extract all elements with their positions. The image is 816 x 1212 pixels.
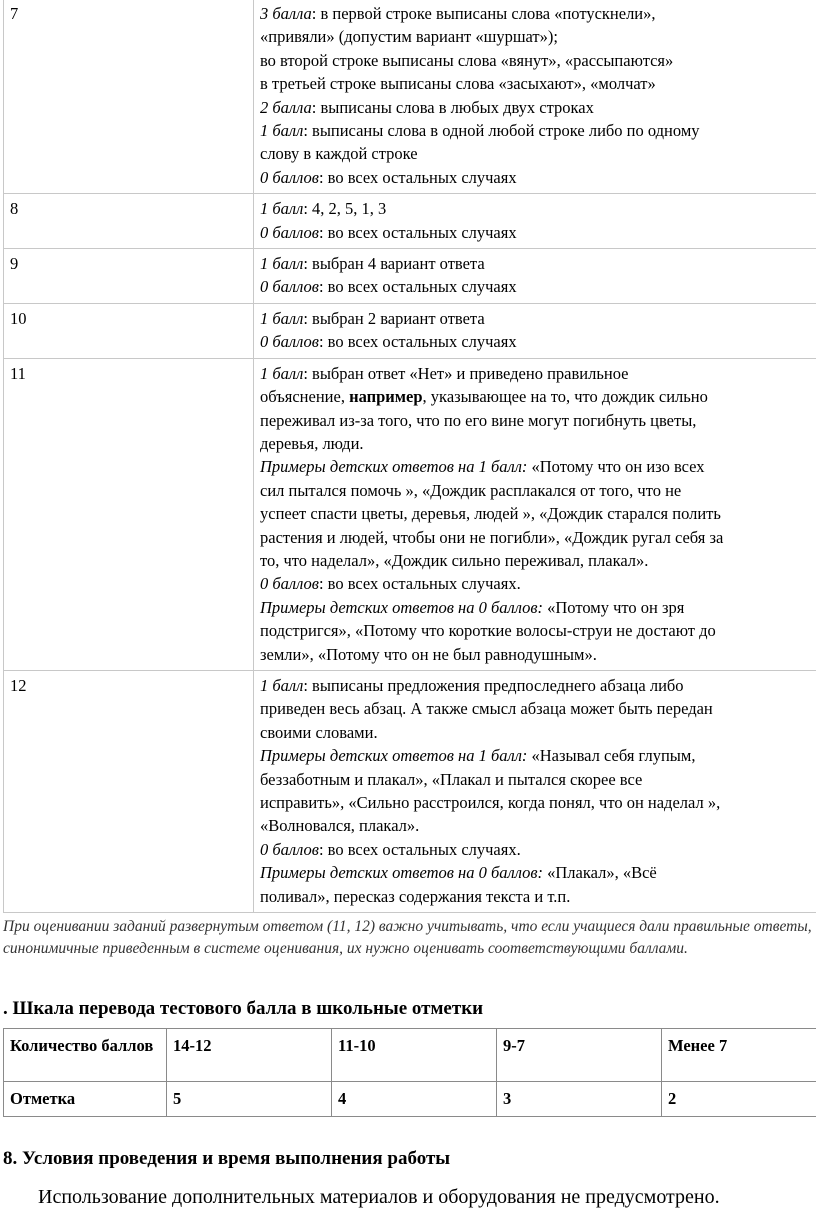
criteria-text: «Потому что он зря <box>543 597 685 617</box>
criteria-text: подстригся», «Потому что короткие волосы-струи не достают до <box>260 621 716 641</box>
criteria-line <box>260 221 816 244</box>
criteria-row <box>4 670 816 912</box>
criteria-row <box>4 358 816 670</box>
score-label: 1 балл <box>260 308 304 328</box>
scale-cell: 11-10 <box>332 1029 497 1082</box>
criteria-line <box>260 2 816 25</box>
task-number: 7 <box>4 0 254 194</box>
task-number: 11 <box>4 358 254 670</box>
criteria-line <box>260 142 816 165</box>
criteria-line <box>260 502 816 525</box>
task-criteria <box>254 303 816 358</box>
task-criteria <box>254 670 816 912</box>
criteria-line <box>260 791 816 814</box>
task-criteria <box>254 194 816 249</box>
criteria-text: : выбран ответ «Нет» и приведено правильное <box>303 363 629 383</box>
criteria-text: исправить», «Сильно расстроился, когда понял, что он наделал », <box>260 793 721 812</box>
criteria-text: «привяли» (допустим вариант «шуршат»); <box>260 27 558 47</box>
score-label: 1 балл <box>260 254 304 274</box>
score-label: 0 баллов <box>260 574 319 594</box>
criteria-text: то, что наделал», «Дождик сильно переживал, плакал». <box>260 550 649 570</box>
criteria-line <box>260 885 816 908</box>
criteria-text: : во всех остальных случаях. <box>318 574 521 594</box>
scale-heading: . Шкала перевода тестового балла в школьные отметки <box>3 998 484 1019</box>
criteria-text: переживал из-за того, что по его вине могут погибнуть цветы, <box>260 410 697 430</box>
task-number: 9 <box>4 249 254 304</box>
criteria-text: слову в каждой строке <box>260 144 418 164</box>
criteria-text: : во всех остальных случаях <box>318 222 517 242</box>
score-label: 1 балл <box>260 675 304 695</box>
criteria-line <box>260 25 816 48</box>
criteria-line <box>260 252 816 275</box>
criteria-text: : выписаны предложения предпоследнего абзаца либо <box>303 675 684 695</box>
scale-row-points <box>4 1029 816 1082</box>
criteria-line <box>260 643 816 666</box>
scale-cell: 14-12 <box>167 1029 332 1082</box>
criteria-text: : выписаны слова в любых двух строках <box>311 97 594 117</box>
score-label: Примеры детских ответов на 0 баллов: <box>260 863 543 883</box>
criteria-table-body <box>4 0 816 913</box>
task-criteria <box>254 249 816 304</box>
criteria-text: «Плакал», «Всё <box>543 863 657 883</box>
criteria-text: растения и людей, чтобы они не погибли», «Дождик ругал себя за <box>260 527 724 547</box>
task-criteria <box>254 358 816 670</box>
criteria-line <box>260 96 816 119</box>
criteria-text: : выписаны слова в одной любой строке либо по одному <box>303 121 700 141</box>
scale-label-grade: Отметка <box>4 1082 167 1117</box>
score-label: Примеры детских ответов на 1 балл: <box>260 746 528 766</box>
criteria-text: беззаботным и плакал», «Плакал и пытался скорее все <box>260 769 643 789</box>
scale-cell: 4 <box>332 1082 497 1117</box>
grade-scale-table <box>3 1028 816 1117</box>
criteria-text: «Потому что он изо всех <box>527 457 705 477</box>
criteria-text: деревья, люди. <box>260 433 364 453</box>
criteria-text: : в первой строке выписаны слова «потускнели», <box>311 4 656 23</box>
criteria-row <box>4 194 816 249</box>
criteria-text: «Называл себя глупым, <box>527 746 696 766</box>
criteria-line <box>260 526 816 549</box>
criteria-line <box>260 197 816 220</box>
section-8-text: Использование дополнительных материалов и оборудования не предусмотрено. <box>38 1186 720 1208</box>
score-label: 0 баллов <box>260 332 319 352</box>
criteria-line <box>260 385 816 408</box>
criteria-table <box>3 0 816 913</box>
criteria-line <box>260 330 816 353</box>
criteria-line <box>260 362 816 385</box>
criteria-line <box>260 721 816 744</box>
section-8-heading: 8. Условия проведения и время выполнения работы <box>3 1148 451 1169</box>
task-number: 10 <box>4 303 254 358</box>
criteria-line <box>260 744 816 767</box>
criteria-text: поливал», пересказ содержания текста и т.п. <box>260 886 571 906</box>
criteria-text: , указывающее на то, что дождик сильно <box>422 387 708 407</box>
criteria-line <box>260 72 816 95</box>
criteria-line <box>260 861 816 884</box>
score-label: 2 балла <box>260 97 312 117</box>
criteria-text: в третьей строке выписаны слова «засыхают», «молчат» <box>260 74 656 94</box>
score-label: 1 балл <box>260 199 304 219</box>
task-criteria <box>254 0 816 194</box>
score-label: 1 балл <box>260 121 304 141</box>
criteria-text: земли», «Потому что он не был равнодушным». <box>260 644 597 664</box>
scale-label-points: Количество баллов <box>4 1029 167 1082</box>
emphasis-text: например <box>349 387 423 407</box>
criteria-text: : во всех остальных случаях <box>318 277 517 297</box>
criteria-text: : выбран 2 вариант ответа <box>303 308 485 328</box>
criteria-line <box>260 697 816 720</box>
criteria-line <box>260 432 816 455</box>
criteria-line <box>260 549 816 572</box>
criteria-line <box>260 307 816 330</box>
criteria-text: : выбран 4 вариант ответа <box>303 254 485 274</box>
criteria-line <box>260 479 816 502</box>
criteria-text: : во всех остальных случаях <box>318 332 517 352</box>
score-label: 0 баллов <box>260 277 319 297</box>
scale-cell: Менее 7 <box>662 1029 816 1082</box>
scale-cell: 5 <box>167 1082 332 1117</box>
criteria-line <box>260 166 816 189</box>
criteria-line <box>260 596 816 619</box>
criteria-text: успеет спасти цветы, деревья, людей », «Дождик старался полить <box>260 504 721 524</box>
score-label: 1 балл <box>260 363 304 383</box>
criteria-line <box>260 674 816 697</box>
task-number: 12 <box>4 670 254 912</box>
score-label: 0 баллов <box>260 839 319 859</box>
score-label: 3 балла <box>260 4 312 23</box>
criteria-line <box>260 619 816 642</box>
criteria-text: сил пытался помочь », «Дождик расплакался от того, что не <box>260 480 682 500</box>
criteria-line <box>260 814 816 837</box>
criteria-text: : во всех остальных случаях <box>318 167 517 187</box>
evaluation-note: При оценивании заданий развернутым ответом (11, 12) важно учитывать, что если учащиеся дали правильные ответы, синонимичные приведенным в системе оценивания, их нужно оценивать соответствующими баллами. <box>3 918 812 957</box>
scale-row-grade <box>4 1082 816 1117</box>
criteria-text: «Волновался, плакал». <box>260 816 420 836</box>
task-number: 8 <box>4 194 254 249</box>
scale-cell: 2 <box>662 1082 816 1117</box>
scale-cell: 9-7 <box>497 1029 662 1082</box>
scale-cell: 3 <box>497 1082 662 1117</box>
criteria-text: объяснение, <box>260 387 350 407</box>
score-label: 0 баллов <box>260 167 319 187</box>
criteria-line <box>260 572 816 595</box>
criteria-text: : 4, 2, 5, 1, 3 <box>303 199 387 219</box>
criteria-text: : во всех остальных случаях. <box>318 839 521 859</box>
criteria-line <box>260 275 816 298</box>
criteria-row <box>4 0 816 194</box>
criteria-text: своими словами. <box>260 722 378 742</box>
score-label: Примеры детских ответов на 1 балл: <box>260 457 528 477</box>
score-label: Примеры детских ответов на 0 баллов: <box>260 597 543 617</box>
criteria-line <box>260 119 816 142</box>
criteria-line <box>260 49 816 72</box>
criteria-row <box>4 249 816 304</box>
criteria-text: приведен весь абзац. А также смысл абзаца может быть передан <box>260 699 713 719</box>
criteria-row <box>4 303 816 358</box>
criteria-line <box>260 768 816 791</box>
criteria-line <box>260 455 816 478</box>
criteria-line <box>260 409 816 432</box>
criteria-line <box>260 838 816 861</box>
score-label: 0 баллов <box>260 222 319 242</box>
criteria-text: во второй строке выписаны слова «вянут», «рассыпаются» <box>260 50 674 70</box>
